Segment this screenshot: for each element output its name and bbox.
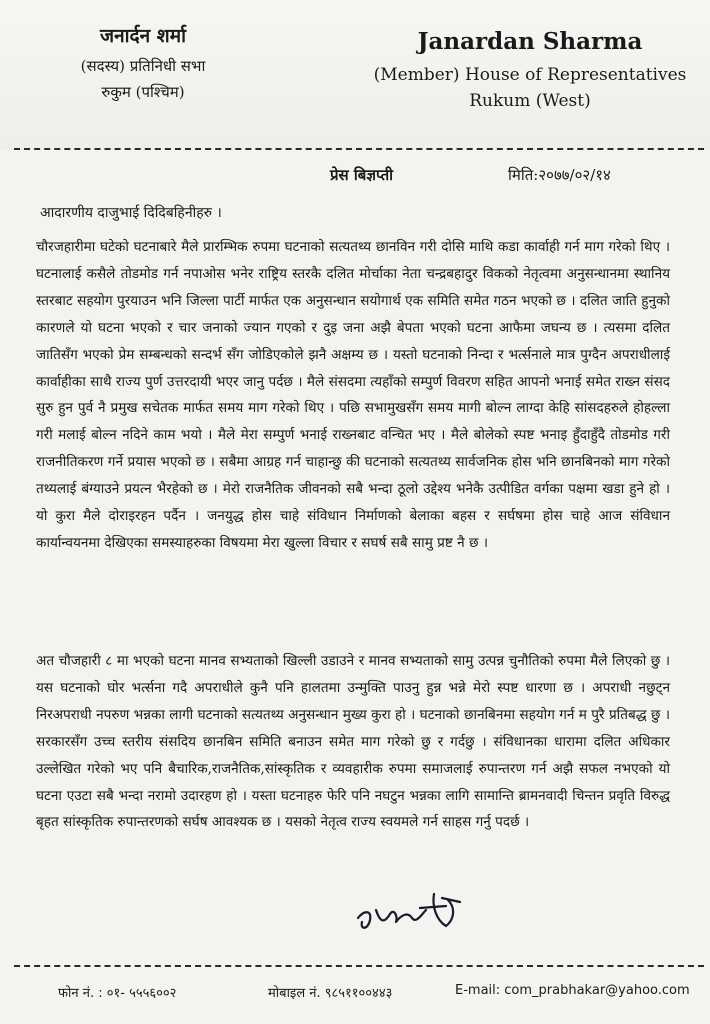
footer bbox=[0, 983, 710, 1003]
letterhead-nepali-constituency: रुकुम (पश्चिम) bbox=[101, 83, 185, 101]
body-paragraph: चौरजहारीमा घटेको घटनाबारे मैले प्रारम्भिक रुपमा घटनाको सत्यतथ्य छानविन गरी दोसि माथि कडा कार्वाही गर्न माग गरेको थिए । घटनालाई कसैले तोडमोड गर्न नपाओस भनेर राष्ट्रिय स्तरकै दलित मोर्चाका नेता चन्द्रबहादुर विकको नेतृत्वमा अनुसन्धानमा स्थानिय स्तरबाट सहयोग पुरयाउन भनि जिल्ला पार्टी मार्फत एक अनुसन्धान सयोगार्थ एक समिति समेत गठन भएको छ । दलित जाति हुनुको कारणले यो घटना भएको र चार जनाको ज्यान गएको र दुइ जना अझै बेपता भएको घटना आफैमा जघन्य छ । त्यसमा दलित जातिसँग भएको प्रेम सम्बन्धको सन्दर्भ सँग जोडिएकोले झनै अक्षम्य छ । यस्तो घटनाको निन्दा र भर्त्सनाले मात्र पुग्दैन अपराधीलाई कार्वाहीका साथै राज्य पुर्ण उत्तरदायी भएर जानु पर्दछ । मैले संसदमा त्यहाँको सम्पुर्ण विवरण सहित आपनो भनाई समेत राख्न संसद सुरु हुन पुर्व नै प्रमुख सचेतक मार्फत समय माग गरेको थिए । पछि सभामुखसँग समय मागी बोल्न लाग्दा केहि सांसदहरुले होहल्ला गरी मलाई बोल्न नदिने काम भयो । मैले मेरा सम्पुर्ण भनाई राख्नबाट वन्चित भए । मैले बोलेको स्पष्ट भनाइ हुँदाहुँदै तोडमोड गरी राजनीतिकरण गर्ने प्रयास भएको छ । सबैमा आग्रह गर्न चाहान्छु की घटनाको सत्यतथ्य सार्वजनिक होस भनि छानबिनको माग गरेको तथ्यलाई बंग्याउने प्रयत्न भैरहेको छ । मेरो राजनैतिक जीवनको सबै भन्दा ठूलो उद्देश्य भनेकै उत्पीडित वर्गका पक्षमा खडा हुने हो । यो कुरा मैले दोराइरहन पर्दैन । जनयुद्ध होस चाहे संविधान निर्माणको बेलाका बहस र सर्घषमा होस चाहे आज संविधान कार्यान्वयनमा देखिएका समस्याहरुका विषयमा मेरा खुल्ला विचार र सघर्ष सबै सामु प्रष्ट नै छ । bbox=[36, 239, 670, 551]
document-title: प्रेस बिज्ञप्ती bbox=[330, 166, 394, 184]
document-header bbox=[0, 165, 710, 187]
salutation: आदारणीय दाजुभाई दिदिबहिनीहरु । bbox=[40, 205, 222, 221]
letterhead-english-role: (Member) House of Representatives bbox=[373, 65, 687, 85]
footer-email: E-mail: com_prabhakar@yahoo.com bbox=[455, 983, 690, 998]
letterhead-english-name: Janardan Sharma bbox=[417, 28, 643, 55]
letterhead-nepali bbox=[18, 22, 268, 108]
letterhead-nepali-name: जनार्दन शर्मा bbox=[99, 25, 187, 47]
footer-mobile: मोबाइल नं. ९८५११००४४३ bbox=[268, 986, 393, 1001]
letterhead bbox=[0, 0, 710, 150]
document-date: मिति:२०७७/०२/१४ bbox=[508, 166, 611, 184]
letterhead-nepali-role: (सदस्य) प्रतिनिधी सभा bbox=[80, 57, 206, 75]
footer-divider bbox=[14, 965, 704, 967]
letterhead-english-constituency: Rukum (West) bbox=[469, 91, 591, 111]
footer-phone: फोन नं. : ०१- ५५५६००२ bbox=[58, 986, 177, 1001]
signature bbox=[350, 880, 480, 940]
body-paragraph: अत चौजहारी ८ मा भएको घटना मानव सभ्यताको खिल्ली उडाउने र मानव सभ्यताको सामु उत्पन्न चुनौतिको रुपमा मैले लिएको छु । यस घटनाको घोर भर्त्सना गदै अपराधीले कुनै पनि हालतमा उन्मुक्ति पाउनु हुन्न भन्ने मेरो स्पष्ट धारणा छ । अपराधी नछुट्न निरअपराधी नपरुण भन्नका लागी घटनाको सत्यतथ्य अनुसन्धान मुख्य कुरा हो । घटनाको छानबिनमा सहयोग गर्न म पुरै प्रतिबद्ध छु । सरकारसँग उच्च स्तरीय संसदिय छानबिन समिति बनाउन समेत माग गरेको छु र गर्दछु । संविधानका धारामा दलित अधिकार उल्लेखित गरेको भए पनि बैचारिक,राजनैतिक,सांस्कृतिक र व्यवहारीक रुपमा समाजलाई रुपान्तरण गर्न अझै सफल नभएको यो घटना एउटा सबै भन्दा नरामो उदारहण हो । यस्ता घटनाहरु फेरि पनि नघटुन भन्नका लागि सामान्ति ब्रामनवादी चिन्तन प्रवृति विरुद्ध बृहत सांस्कृतिक रुपान्तरणको सर्घष आवश्यक छ । यसको नेतृत्व राज्य स्वयमले गर्न साहस गर्नु पदर्छ । bbox=[36, 653, 670, 831]
header-divider bbox=[14, 148, 704, 150]
letterhead-english bbox=[360, 28, 700, 117]
